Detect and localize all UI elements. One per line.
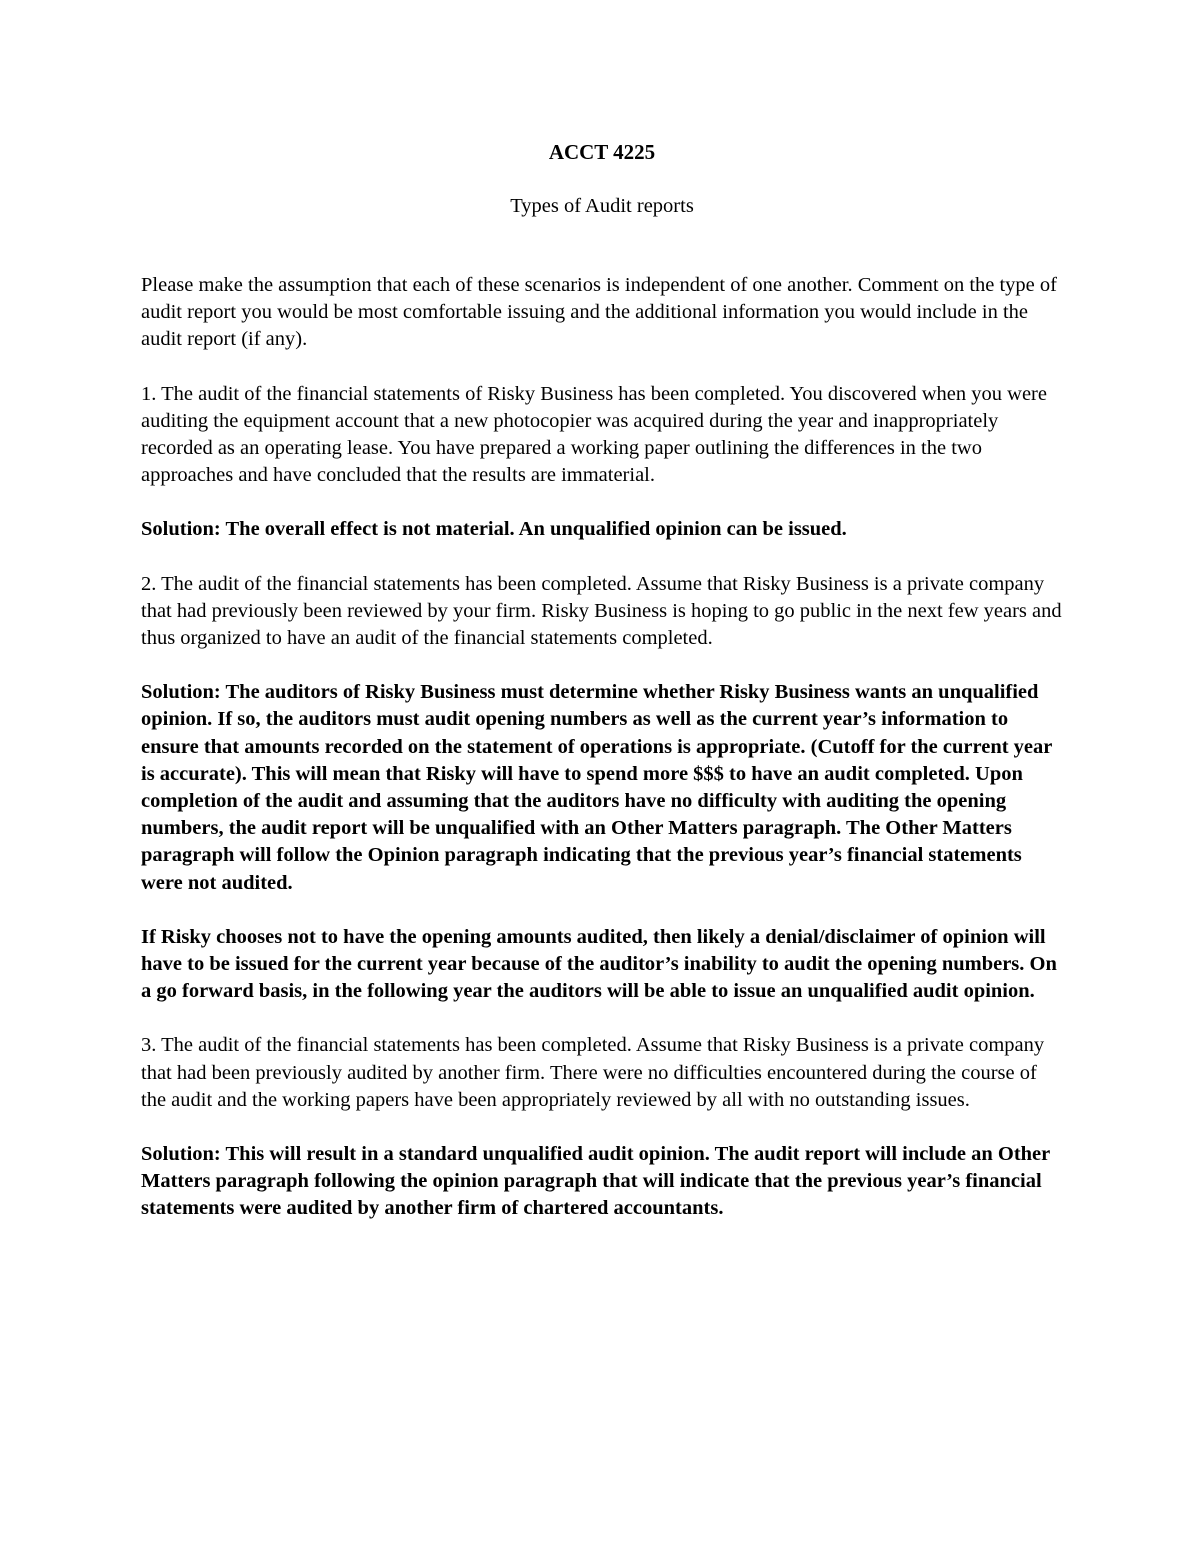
scenario-1-paragraph: 1. The audit of the financial statements of Risky Business has been completed. You discovered when you were auditing the equipment account that a new photocopier was acquired during the year and inappropriately recorded as an operating lease. You have prepared a working paper outlining the differences in the two approaches and have concluded that the results are immaterial. [141,382,1047,487]
document-page [141,138,1063,1250]
scenario-3-paragraph: 3. The audit of the financial statements has been completed. Assume that Risky Business is a private company that had been previously audited by another firm. There were no difficulties encountered during the course of the audit and the working papers have been appropriately reviewed by all with no outstanding issues. [141,1034,1045,1111]
solution-1-paragraph: Solution: The overall effect is not material. An unqualified opinion can be issued. [141,518,847,541]
solution-3-paragraph: Solution: This will result in a standard unqualified audit opinion. The audit report will include an Other Matters paragraph following the opinion paragraph that will indicate that the previous year’s financial statements were audited by another firm of chartered accountants. [141,1143,1050,1220]
solution-2-followup-paragraph: If Risky chooses not to have the opening amounts audited, then likely a denial/disclaimer of opinion will have to be issued for the current year because of the auditor’s inability to audit the opening numbers. On a go forward basis, in the following year the auditors will be able to issue an unqualified audit opinion. [141,925,1057,1003]
document-title: ACCT 4225 [548,140,656,164]
document-subtitle: Types of Audit reports [510,195,694,217]
intro-paragraph: Please make the assumption that each of these scenarios is independent of one another. Comment on the type of audit report you would be most comfortable issuing and the additional information you would include in the audit report (if any). [141,274,1057,351]
solution-2-paragraph: Solution: The auditors of Risky Business must determine whether Risky Business wants an unqualified opinion. If so, the auditors must audit opening numbers as well as the current year’s information to ensure that amounts recorded on the statement of operations is appropriate. (Cutoff for the current year is accurate). This will mean that Risky will have to spend more $$$ to have an audit completed. Upon completion of the audit and assuming that the auditors have no difficulty with auditing the opening numbers, the audit report will be unqualified with an Other Matters paragraph. The Other Matters paragraph will follow the Opinion paragraph indicating that the previous year’s financial statements were not audited. [141,681,1053,894]
scenario-2-paragraph: 2. The audit of the financial statements has been completed. Assume that Risky Business is a private company that had previously been reviewed by your firm. Risky Business is hoping to go public in the next few years and thus organized to have an audit of the financial statements completed. [141,572,1062,650]
